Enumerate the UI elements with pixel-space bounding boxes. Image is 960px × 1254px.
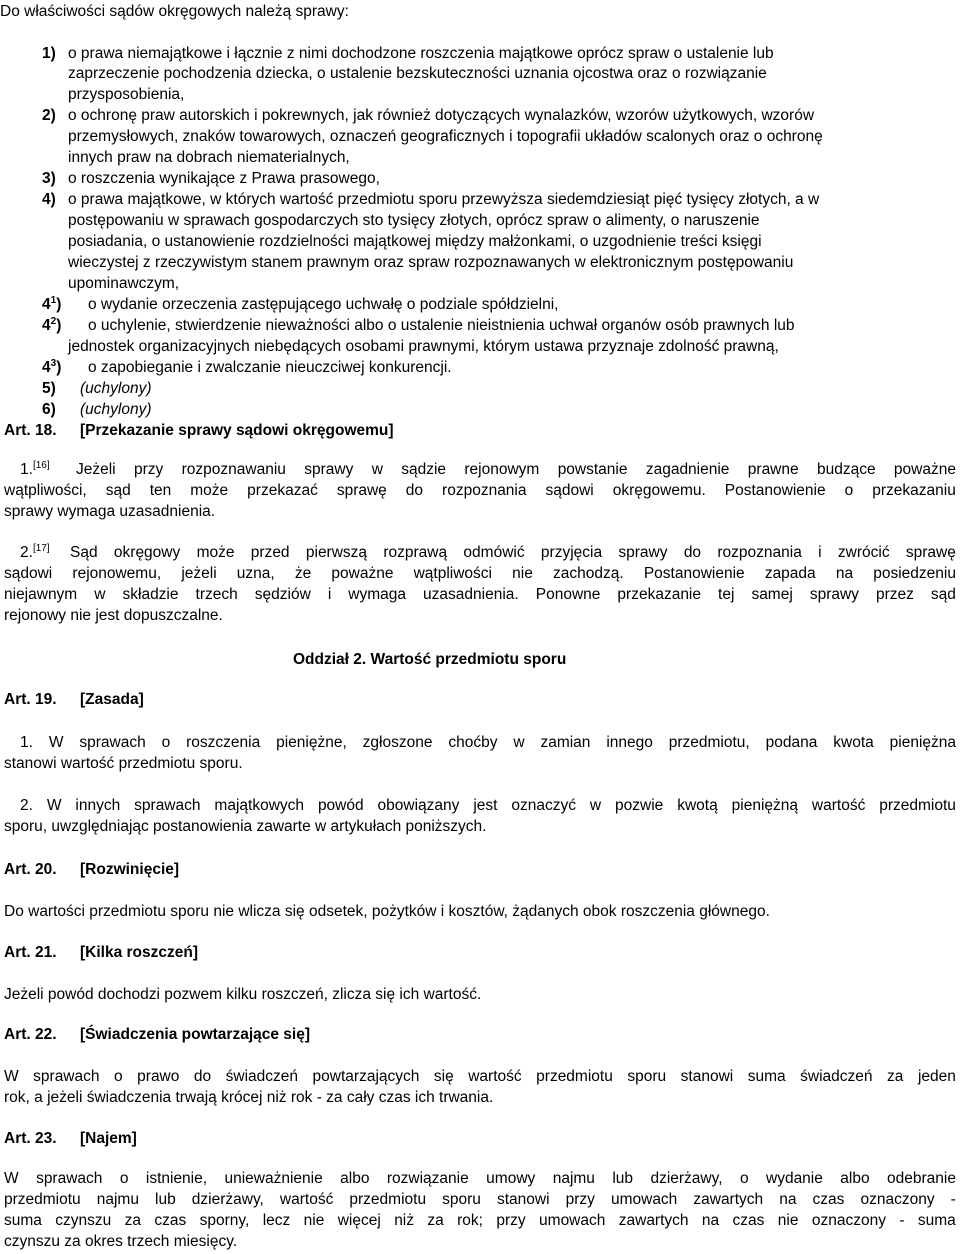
word: suma (4, 1212, 42, 1229)
word: oznaczony (811, 1212, 886, 1229)
word: przez (875, 586, 914, 603)
paragraph-line (76, 460, 956, 480)
word: w (371, 461, 383, 478)
word: wartość (279, 1191, 334, 1208)
footnote-reference: [17] (32, 543, 50, 554)
word: niejawnym (4, 586, 78, 603)
word: lub (155, 1191, 176, 1208)
word: zgłoszone (362, 734, 433, 751)
word: czas (732, 1212, 765, 1229)
word: za (124, 1212, 142, 1229)
article-title: [Przekazanie sprawy sądowi okręgowemu] (80, 422, 394, 439)
word: okręgowemu. (612, 482, 706, 499)
paragraph-line (20, 733, 956, 753)
word: umowy (486, 1170, 536, 1187)
word: świadczeń (800, 1068, 873, 1085)
item-text-line: o wydanie orzeczenia zastępującego uchwałę o podziale spółdzielni, (88, 296, 559, 313)
word: unieważnienie (224, 1170, 323, 1187)
word: stanowi (496, 1191, 550, 1208)
word: do (193, 1068, 212, 1085)
paragraph-line (4, 1211, 956, 1231)
word: może (190, 482, 229, 499)
word: o (161, 734, 171, 751)
word: rozpoznawaniu (181, 461, 286, 478)
word: na (701, 1212, 720, 1229)
word: kwota (833, 734, 874, 751)
word: zawartych (693, 1191, 764, 1208)
item-text-line: innych praw na dobrach niematerialnych, (68, 149, 350, 166)
word: o (114, 1068, 123, 1085)
word: dzierżawy, (650, 1170, 723, 1187)
word: sprawy (304, 461, 354, 478)
word: sądowi (545, 482, 594, 499)
word: jest (473, 797, 498, 814)
paragraph-line: sprawy wymaga uzasadnienia. (4, 503, 216, 520)
word: roszczenia (186, 734, 261, 751)
word: Sąd (70, 544, 98, 561)
article-number: Art. 21. (4, 944, 57, 961)
word: poważne (331, 565, 394, 582)
word: przedmiotu (4, 1191, 81, 1208)
paragraph-line: Do wartości przedmiotu sporu nie wlicza się odsetek, pożytków i kosztów, żądanych obok roszczenia głównego. (4, 903, 770, 920)
word: najmu (552, 1170, 595, 1187)
word: wartość (468, 1068, 522, 1085)
word: najmu (96, 1191, 139, 1208)
paragraph-line: rejonowy nie jest dopuszczalne. (4, 607, 223, 624)
word: zwrócić (837, 544, 890, 561)
article-number: Art. 22. (4, 1026, 57, 1043)
item-superscript: 2 (50, 316, 57, 327)
word: powstanie (557, 461, 628, 478)
word: sprawę (905, 544, 956, 561)
paragraph-line (4, 1169, 956, 1189)
word: innego (606, 734, 653, 751)
word: 2. (20, 797, 33, 814)
article-title: [Rozwinięcie] (80, 861, 180, 878)
word: powód (317, 797, 364, 814)
word: jeden (917, 1068, 956, 1085)
paragraph-line (4, 564, 956, 584)
word: w (94, 586, 106, 603)
item-text-line: posiadania, o ustanowienie rozdzielności majątkowej między małżonkami, o uzgodnienie treści księgi (68, 233, 762, 250)
word: rozprawą (383, 544, 448, 561)
paragraph-line: sporu, uwzględniając postanowienia zawarte w artykułach poniższych. (4, 818, 487, 835)
article-number: Art. 20. (4, 861, 57, 878)
word: rozpoznania (717, 544, 802, 561)
item-text-line: o roszczenia wynikające z Prawa prasowego, (68, 170, 380, 187)
word: sporu (442, 1191, 481, 1208)
word: Ponowne (535, 586, 601, 603)
item-repealed-text: (uchylony) (80, 401, 152, 418)
word: oznaczony (860, 1191, 935, 1208)
word: przedmiotu (536, 1068, 613, 1085)
word: odmówić (463, 544, 525, 561)
word: uzna, (236, 565, 275, 582)
word: pieniężną (731, 797, 798, 814)
article-number: Art. 18. (4, 422, 57, 439)
word: za (427, 1212, 444, 1229)
word: przedmiotu (349, 1191, 427, 1208)
paragraph-line (4, 585, 956, 605)
paragraph-line (4, 1067, 956, 1087)
word: jeżeli (181, 565, 217, 582)
article-title: [Świadczenia powtarzające się] (80, 1026, 311, 1043)
word: sprawach (79, 734, 146, 751)
item-text-line: o ochronę praw autorskich i pokrewnych, jak również dotyczących wynalazków, wzorów użytkowych, wzorów (68, 107, 815, 124)
word: rok; (457, 1212, 483, 1229)
word: sprawach (36, 1170, 103, 1187)
word: przyjęcia (540, 544, 603, 561)
paragraph-number: 2.[17] (20, 543, 50, 561)
paragraph-line: stanowi wartość przedmiotu sporu. (4, 755, 243, 772)
word: sędziów (254, 586, 311, 603)
word: poważne (893, 461, 956, 478)
word: przekazać (247, 482, 318, 499)
item-number: 6) (42, 401, 56, 418)
word: przy (133, 461, 164, 478)
word: o (119, 1170, 129, 1187)
word: zapada (764, 565, 816, 582)
word: okręgowy (113, 544, 181, 561)
item-number: 2) (42, 107, 56, 124)
word: sądzie (401, 461, 447, 478)
word: majątkowych (214, 797, 305, 814)
word: pieniężna (889, 734, 956, 751)
item-number: $4^3$) (42, 358, 62, 376)
item-text-line: postępowaniu w sprawach gospodarczych sto tysięcy złotych, oprócz spraw o alimenty, o naruszenie (68, 212, 760, 229)
word: uzasadnienia. (423, 586, 519, 603)
footnote-reference: [16] (32, 460, 50, 471)
word: sprawach (134, 797, 201, 814)
item-text-line: wieczystej z rzeczywistym stanem prawnym oraz spraw rozpoznawanych w elektronicznym postępowaniu (68, 254, 794, 271)
item-number: $4^2$) (42, 316, 62, 334)
article-title: [Najem] (80, 1130, 137, 1147)
word: choćby (448, 734, 498, 751)
word: czynszu (55, 1212, 112, 1229)
word: do (405, 482, 424, 499)
paragraph-line (20, 796, 956, 816)
item-superscript: 3 (50, 358, 57, 369)
word: obowiązany (377, 797, 460, 814)
word: wydanie (766, 1170, 823, 1187)
paragraph-line: czynszu za okres trzech miesięcy. (4, 1233, 238, 1250)
item-text-line: upominawczym, (68, 275, 180, 292)
word: i (327, 586, 332, 603)
word: pieniężne, (276, 734, 347, 751)
item-number: $4^1$) (42, 295, 62, 313)
article-title: [Kilka roszczeń] (80, 944, 199, 961)
word: sądowi (4, 565, 53, 582)
word: Postanowienie (643, 565, 745, 582)
article-number: Art. 19. (4, 691, 57, 708)
word: składzie (122, 586, 179, 603)
word: za (887, 1068, 904, 1085)
word: budzące (816, 461, 876, 478)
paragraph-line: Jeżeli powód dochodzi pozwem kilku roszczeń, zlicza się ich wartość. (4, 986, 482, 1003)
word: W (4, 1068, 19, 1085)
word: tej (718, 586, 735, 603)
word: w (589, 797, 602, 814)
word: nie (512, 565, 533, 582)
word: sąd (105, 482, 131, 499)
word: rejonowym (464, 461, 540, 478)
word: wartość (811, 797, 866, 814)
item-number: 5) (42, 380, 56, 397)
article-number: Art. 23. (4, 1130, 57, 1147)
word: Postanowienie (724, 482, 826, 499)
word: W (48, 734, 64, 751)
word: świadczeń (225, 1068, 299, 1085)
word: suma (747, 1068, 786, 1085)
item-number: 4) (42, 191, 56, 208)
item-text-line: o prawa majątkowe, w których wartość przedmiotu sporu przewyższa siedemdziesiąt pięć tysięcy złotych, a w (68, 191, 820, 208)
paragraph-line (70, 543, 956, 563)
item-repealed-text: (uchylony) (80, 380, 152, 397)
word: w (513, 734, 525, 751)
item-superscript: 1 (50, 295, 57, 306)
word: albo (840, 1170, 870, 1187)
word: rozpoznania (442, 482, 527, 499)
division-heading: Oddział 2. Wartość przedmiotu sporu (293, 651, 567, 668)
word: może (196, 544, 235, 561)
word: wątpliwości (413, 565, 492, 582)
word: zawartych (618, 1212, 689, 1229)
paragraph-line: rok, a jeżeli świadczenia trwają krócej niż rok - za cały czas ich trwania. (4, 1089, 494, 1106)
word: wymaga (348, 586, 407, 603)
word: przed (250, 544, 290, 561)
word: o (739, 1170, 749, 1187)
word: nie (777, 1212, 799, 1229)
word: powtarzających (312, 1068, 420, 1085)
word: istnienie, (145, 1170, 208, 1187)
item-text-line: jednostek organizacyjnych niebędących osobami prawnymi, którym ustawa przyznaje zdolność prawną, (68, 338, 779, 355)
word: Jeżeli (76, 461, 116, 478)
paragraph-line (4, 481, 956, 501)
word: i (818, 544, 822, 561)
word: oznaczyć (511, 797, 576, 814)
article-title: [Zasada] (80, 691, 144, 708)
word: sporu (627, 1068, 667, 1085)
word: przekazanie (617, 586, 701, 603)
word: sprawę (336, 482, 387, 499)
word: umowach (539, 1212, 606, 1229)
intro-text: Do właściwości sądów okręgowych należą sprawy: (0, 3, 349, 20)
word: innych (75, 797, 121, 814)
word: - (899, 1212, 905, 1229)
word: sporny, (199, 1212, 250, 1229)
word: kwotą (677, 797, 718, 814)
word: na (835, 565, 854, 582)
word: zamian (540, 734, 591, 751)
word: wątpliwości, (4, 482, 87, 499)
item-text-line: zaprzeczenie pochodzenia dziecka, o ustalenie bezskuteczności uznania ojcostwa oraz o rozwiązanie (68, 65, 767, 82)
word: przekazaniu (872, 482, 956, 499)
word: pierwszą (305, 544, 368, 561)
word: posiedzeniu (873, 565, 956, 582)
word: prawo (137, 1068, 180, 1085)
item-number: 1) (42, 45, 56, 62)
word: więcej (337, 1212, 381, 1229)
word: lecz (262, 1212, 291, 1229)
word: sąd (930, 586, 956, 603)
word: albo (340, 1170, 370, 1187)
item-number: 3) (42, 170, 56, 187)
word: nie (303, 1212, 325, 1229)
paragraph-line (4, 1190, 956, 1210)
word: suma (917, 1212, 956, 1229)
item-text-line: przemysłowych, znaków towarowych, oznaczeń geograficznych i topografii układów scalonych oraz o ochronę (68, 128, 823, 145)
word: że (294, 565, 312, 582)
word: pozwie (615, 797, 664, 814)
word: rejonowemu, (72, 565, 162, 582)
word: W (46, 797, 62, 814)
word: czas (812, 1191, 845, 1208)
word: odebranie (887, 1170, 956, 1187)
word: przy (565, 1191, 595, 1208)
word: ten (149, 482, 172, 499)
word: samej (751, 586, 793, 603)
word: zachodzą. (553, 565, 624, 582)
item-text-line: przysposobienia, (68, 86, 185, 103)
item-text-line: o uchylenie, stwierdzenie nieważności albo o ustalenie nieistnienia uchwał organów osób prawnych lub (88, 317, 795, 334)
word: - (950, 1191, 956, 1208)
word: się (433, 1068, 454, 1085)
word: umowach (610, 1191, 678, 1208)
word: stanowi (680, 1068, 734, 1085)
word: rozwiązanie (386, 1170, 469, 1187)
word: zagadnienie (645, 461, 730, 478)
word: sprawy (618, 544, 668, 561)
word: czas (154, 1212, 187, 1229)
word: trzech (195, 586, 238, 603)
word: na (779, 1191, 797, 1208)
word: W (4, 1170, 19, 1187)
word: sprawy (809, 586, 859, 603)
word: przedmiotu (879, 797, 956, 814)
word: lub (612, 1170, 634, 1187)
word: przy (496, 1212, 526, 1229)
word: dzierżawy, (191, 1191, 264, 1208)
item-text-line: o zapobieganie i zwalczanie nieuczciwej konkurencji. (88, 359, 452, 376)
word: przedmiotu, (668, 734, 750, 751)
word: do (683, 544, 702, 561)
word: niż (394, 1212, 415, 1229)
word: 1. (20, 734, 33, 751)
item-text-line: o prawa niemajątkowe i łącznie z nimi dochodzone roszczenia majątkowe oprócz spraw o ustalenie lub (68, 45, 774, 62)
word: sprawach (33, 1068, 100, 1085)
word: podana (765, 734, 818, 751)
word: o (844, 482, 854, 499)
paragraph-number: 1.[16] (20, 460, 50, 478)
word: prawne (747, 461, 799, 478)
